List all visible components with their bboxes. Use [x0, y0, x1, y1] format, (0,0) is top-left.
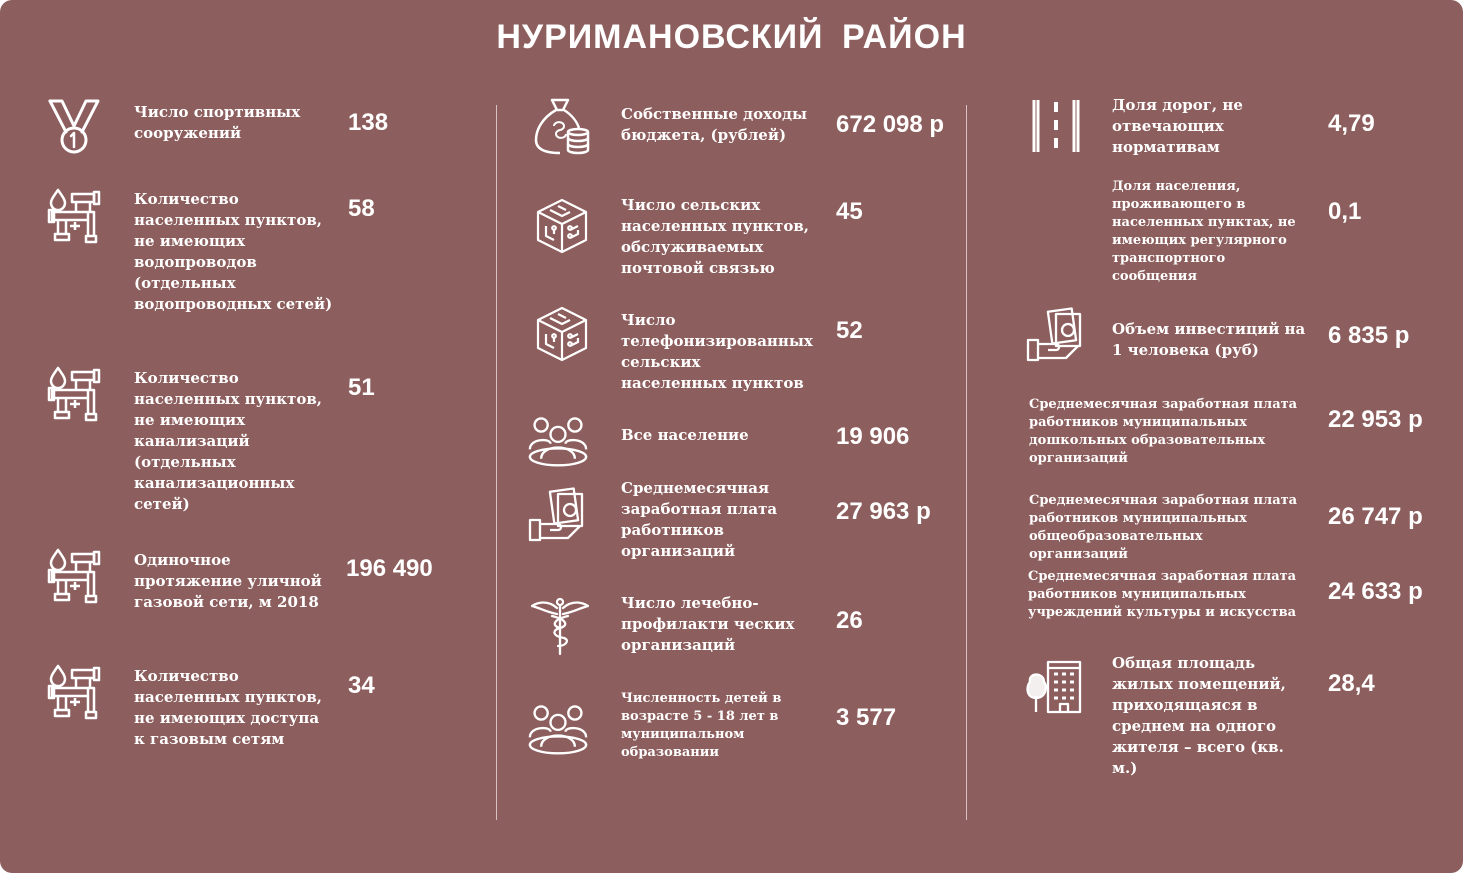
stat-label: Число спортивных сооружений	[134, 103, 301, 142]
page-title: НУРИМАНОВСКИЙ РАЙОН	[496, 18, 967, 56]
stat-value: 138	[348, 109, 389, 136]
stat-label: Собственные доходы бюджета, (рублей)	[621, 105, 808, 144]
stat-label: Среднемесячная заработная плата работников муниципальных учреждений культуры и искусства	[1028, 569, 1297, 620]
stat-label: Количество населенных пунктов, не имеющих доступа к газовым сетям	[134, 667, 322, 748]
stat-label: Объем инвестиций на 1 человека (руб)	[1112, 320, 1306, 359]
stat-value: 28,4	[1328, 670, 1375, 697]
stat-value: 24 633 р	[1328, 578, 1423, 605]
stat-value: 34	[348, 672, 375, 699]
stat-label: Количество населенных пунктов, не имеющих канализаций (отдельных канализационных сетей)	[134, 369, 322, 513]
road-icon	[1026, 96, 1086, 156]
pipes-icon	[46, 546, 106, 606]
pipes-icon	[46, 186, 106, 246]
people-icon	[528, 698, 588, 758]
medal-icon	[44, 96, 104, 156]
stat-label: Все население	[621, 426, 749, 444]
hand-money-icon	[1026, 306, 1086, 366]
stat-label: Общая площадь жилых помещений, приходящаяся в среднем на одного жителя – всего (кв. м.)	[1112, 654, 1286, 777]
stat-label: Число лечебно-профилакти ческих организаций	[621, 594, 795, 654]
stat-label: Число сельских населенных пунктов, обслуживаемых почтовой связью	[621, 196, 809, 277]
stat-label: Число телефонизированных сельских населенных пунктов	[621, 311, 813, 392]
column-divider	[496, 105, 497, 820]
stat-value: 3 577	[836, 704, 897, 731]
circuit-cube-icon	[532, 196, 592, 256]
stat-value: 0,1	[1328, 198, 1362, 225]
people-icon	[528, 410, 588, 470]
stat-value: 196 490	[346, 555, 433, 582]
stat-value: 4,79	[1328, 110, 1375, 137]
stat-value: 45	[836, 198, 863, 225]
stat-value: 6 835 р	[1328, 322, 1410, 349]
stat-value: 19 906	[836, 423, 910, 450]
stat-label: Доля дорог, не отвечающих нормативам	[1112, 96, 1243, 156]
money-bag-icon	[532, 96, 592, 156]
stat-value: 26 747 р	[1328, 503, 1423, 530]
stat-label: Численность детей в возрасте 5 - 18 лет в муниципальном образовании	[621, 691, 782, 760]
stat-value: 27 963 р	[836, 498, 931, 525]
stat-value: 672 098 р	[836, 111, 945, 138]
stat-value: 22 953 р	[1328, 406, 1423, 433]
stat-label: Среднемесячная заработная плата работников организаций	[621, 479, 778, 560]
stat-value: 58	[348, 195, 375, 222]
stat-label: Количество населенных пунктов, не имеющих водопроводов (отдельных водопроводных сетей)	[134, 190, 333, 313]
caduceus-icon	[530, 596, 590, 656]
stat-value: 51	[348, 374, 375, 401]
stat-label: Доля населения, проживающего в населенных пунктах, не имеющих регулярного транспортного сообщения	[1112, 179, 1296, 284]
pipes-icon	[46, 662, 106, 722]
stat-value: 26	[836, 607, 863, 634]
pipes-icon	[46, 364, 106, 424]
stat-label: Среднемесячная заработная плата работников муниципальных общеобразовательных организаций	[1029, 493, 1298, 562]
stat-label: Одиночное протяжение уличной газовой сети, м 2018	[134, 551, 322, 611]
building-icon	[1024, 656, 1084, 716]
stat-value: 52	[836, 317, 863, 344]
circuit-cube-icon	[532, 304, 592, 364]
stat-label: Среднемесячная заработная плата работников муниципальных дошкольных образовательных организаций	[1029, 397, 1298, 466]
hand-money-icon	[528, 486, 588, 546]
column-divider	[966, 105, 967, 820]
